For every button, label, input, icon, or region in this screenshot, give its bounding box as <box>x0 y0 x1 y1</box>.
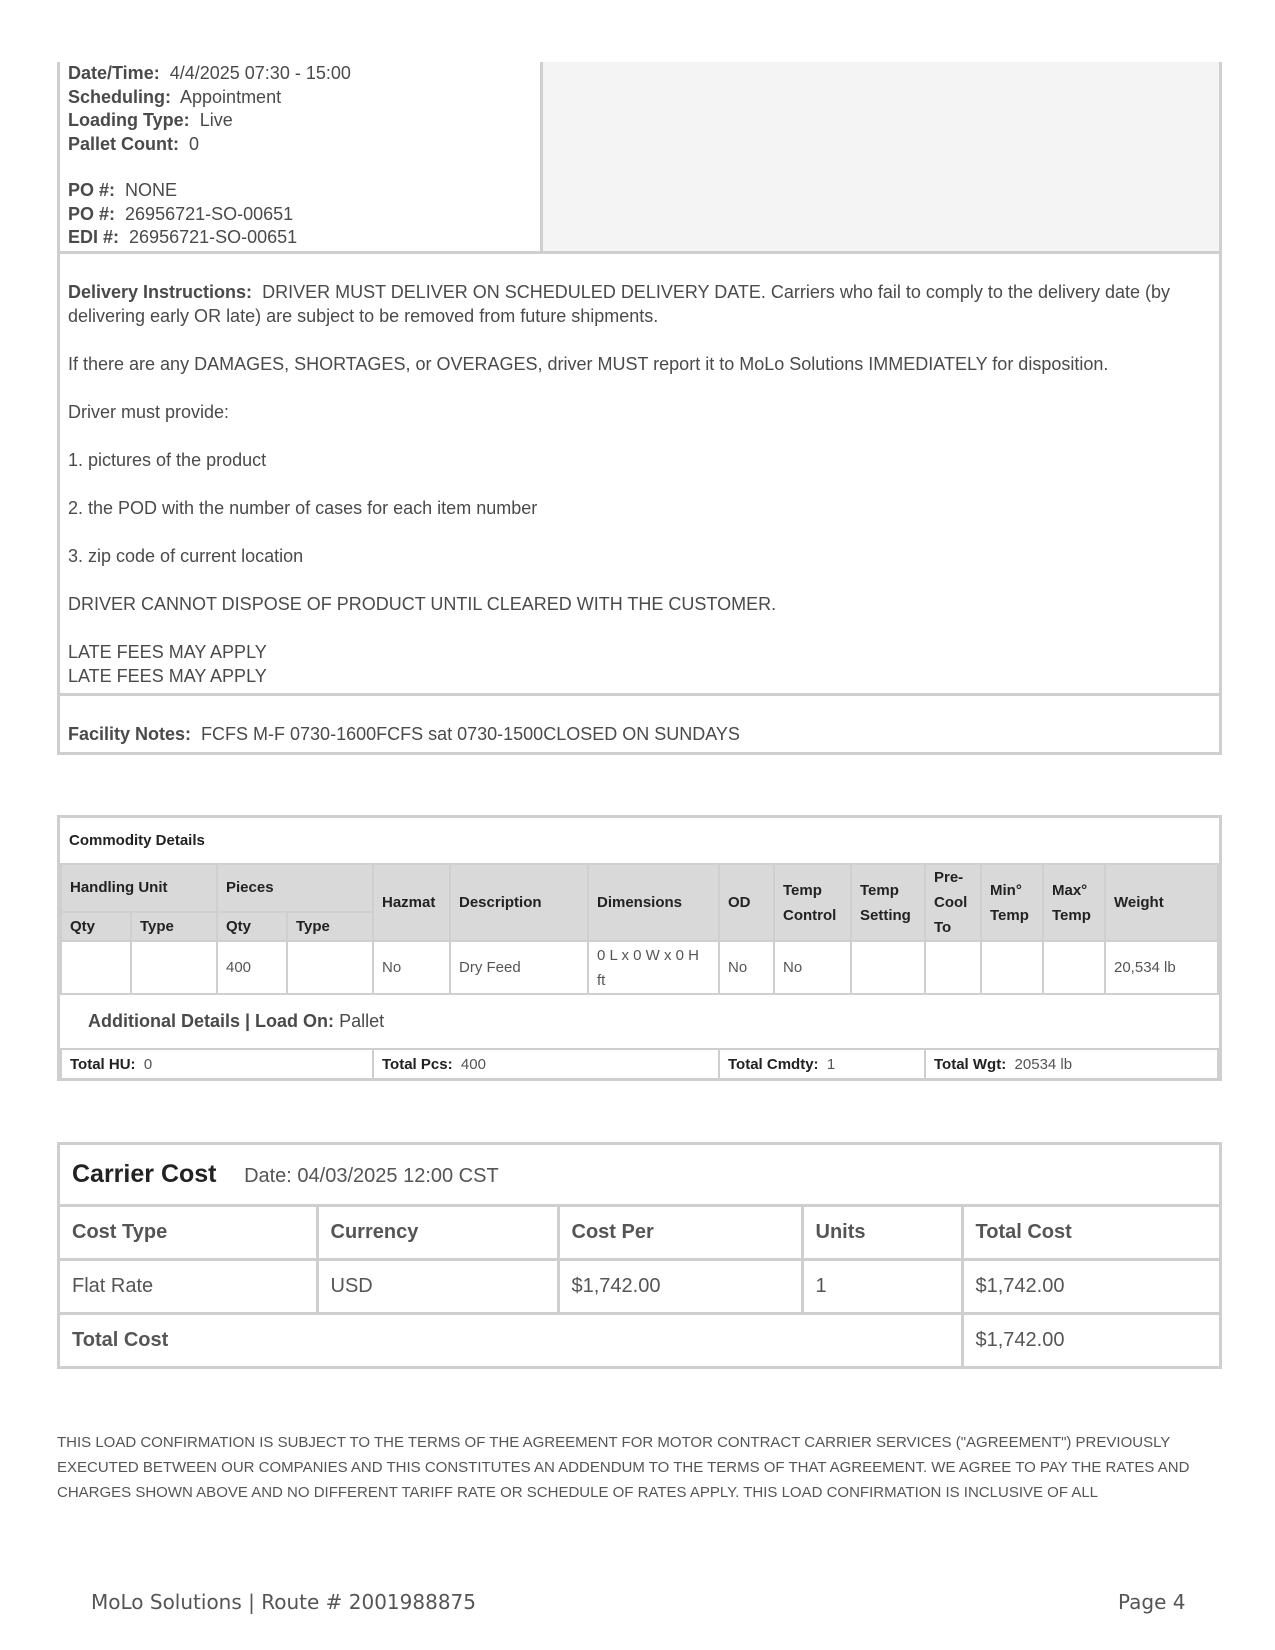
cell-hu-type <box>131 941 217 994</box>
additional-details-label: Additional Details | Load On: <box>88 1011 335 1031</box>
header-handling-unit: Handling Unit <box>61 864 217 912</box>
stop-details <box>57 62 1222 755</box>
loading-type-line: Loading Type: Live <box>68 110 233 130</box>
header-description: Description <box>450 864 588 941</box>
facility-notes-value: FCFS M-F 0730-1600FCFS sat 0730-1500CLOSED ON SUNDAYS <box>201 724 740 744</box>
facility-notes-label: Facility Notes: <box>68 724 192 744</box>
commodity-table <box>60 818 1219 1078</box>
cell-units: 1 <box>802 1259 962 1313</box>
cell-total-cost: $1,742.00 <box>962 1259 1219 1313</box>
header-weight: Weight <box>1105 864 1218 941</box>
po-value-1: NONE <box>125 180 178 200</box>
edi-line: EDI #: 26956721-SO-00651 <box>68 227 298 247</box>
header-hu-qty: Qty <box>61 912 131 941</box>
carrier-cost-title: Carrier Cost <box>72 1159 217 1188</box>
loading-type-value: Live <box>199 110 233 130</box>
delivery-instructions <box>60 254 1219 696</box>
instruction-line: LATE FEES MAY APPLY <box>68 666 267 686</box>
totals-row <box>61 1049 1218 1078</box>
instruction-line: 2. the POD with the number of cases for each item number <box>68 498 538 518</box>
carrier-cost-date: Date: 04/03/2025 12:00 CST <box>244 1164 499 1187</box>
header-pieces-qty: Qty <box>217 912 287 941</box>
header-currency: Currency <box>317 1205 558 1259</box>
total-cost-label: Total Cost <box>60 1313 962 1366</box>
footer-page-number: Page 4 <box>1118 1590 1186 1614</box>
header-temp-setting: Temp Setting <box>851 864 925 941</box>
instruction-line: DRIVER CANNOT DISPOSE OF PRODUCT UNTIL CLEARED WITH THE CUSTOMER. <box>68 594 777 614</box>
facility-notes <box>60 696 1219 752</box>
po-value-2: 26956721-SO-00651 <box>125 203 294 224</box>
table-row <box>61 941 1218 994</box>
cell-dimensions: 0 L x 0 W x 0 H ft <box>588 941 719 994</box>
cell-temp-control: No <box>774 941 851 994</box>
cell-cost-type: Flat Rate <box>60 1259 317 1313</box>
instruction-line: 1. pictures of the product <box>68 450 267 470</box>
carrier-cost <box>57 1142 1222 1369</box>
header-hu-type: Type <box>131 912 217 941</box>
cell-od: No <box>719 941 774 994</box>
commodity-details <box>57 815 1222 1081</box>
pallet-count-line: Pallet Count: 0 <box>68 133 200 154</box>
total-wgt-value: 20534 lb <box>1014 1055 1073 1073</box>
header-pieces: Pieces <box>217 864 373 912</box>
scheduling-line: Scheduling: Appointment <box>68 86 282 107</box>
header-cost-per: Cost Per <box>558 1205 802 1259</box>
cell-precool <box>925 941 981 994</box>
carrier-cost-header <box>60 1145 1219 1205</box>
terms-text: THIS LOAD CONFIRMATION IS SUBJECT TO THE TERMS OF THE AGREEMENT FOR MOTOR CONTRACT CARRIER SERVICES ("AGREEMENT") PREVIOUSLY EXECUTED BETWEEN OUR COMPANIES AND THIS CONSTITUTES AN ADDENDUM TO THE TERMS OF THAT AGREEMENT. WE AGREE TO PAY THE RATES AND CHARGES SHOWN ABOVE AND NO DIFFERENT TARIFF RATE OR SCHEDULE OF RATES APPLY. THIS LOAD CONFIRMATION IS INCLUSIVE OF ALL <box>57 1434 1190 1501</box>
cell-min-temp <box>981 941 1043 994</box>
datetime-line: Date/Time: 4/4/2025 07:30 - 15:00 <box>68 63 351 83</box>
instruction-line: If there are any DAMAGES, SHORTAGES, or OVERAGES, driver MUST report it to MoLo Solutions IMMEDIATELY for disposition. <box>68 354 1109 374</box>
total-pcs-value: 400 <box>460 1055 486 1073</box>
stop-info <box>60 62 543 251</box>
header-total-cost: Total Cost <box>962 1205 1219 1259</box>
total-wgt: Total Wgt: 20534 lb <box>925 1049 1218 1078</box>
cell-weight: 20,534 lb <box>1105 941 1218 994</box>
cell-description: Dry Feed <box>450 941 588 994</box>
cell-cost-per: $1,742.00 <box>558 1259 802 1313</box>
header-max-temp: Max° Temp <box>1043 864 1105 941</box>
carrier-cost-table <box>60 1145 1219 1366</box>
stop-info-row <box>60 62 1219 254</box>
commodity-title: Commodity Details <box>61 818 1218 864</box>
datetime-value: 4/4/2025 07:30 - 15:00 <box>169 63 351 83</box>
cell-max-temp <box>1043 941 1105 994</box>
instruction-line: Driver must provide: <box>68 402 230 422</box>
header-min-temp: Min° Temp <box>981 864 1043 941</box>
instruction-line: DRIVER MUST DELIVER ON SCHEDULED DELIVERY DATE. Carriers who fail to comply to the delivery date (by delivering early OR late) are subject to be removed from future shipments. <box>68 282 1171 326</box>
cell-pieces-type <box>287 941 373 994</box>
header-pieces-type: Type <box>287 912 373 941</box>
stop-info-blank-panel <box>543 62 1219 251</box>
header-cost-type: Cost Type <box>60 1205 317 1259</box>
table-row <box>60 1259 1219 1313</box>
header-precool: Pre-Cool To <box>925 864 981 941</box>
footer-route: MoLo Solutions | Route # 2001988875 <box>91 1590 476 1614</box>
total-cmdty-value: 1 <box>826 1055 836 1073</box>
header-units: Units <box>802 1205 962 1259</box>
total-pcs: Total Pcs: 400 <box>373 1049 719 1078</box>
header-dimensions: Dimensions <box>588 864 719 941</box>
header-od: OD <box>719 864 774 941</box>
total-hu-value: 0 <box>143 1055 153 1073</box>
cell-currency: USD <box>317 1259 558 1313</box>
instruction-line: 3. zip code of current location <box>68 546 304 566</box>
header-temp-control: Temp Control <box>774 864 851 941</box>
total-cost-value: $1,742.00 <box>962 1313 1219 1366</box>
cell-pieces-qty: 400 <box>217 941 287 994</box>
header-hazmat: Hazmat <box>373 864 450 941</box>
edi-value: 26956721-SO-00651 <box>129 227 298 247</box>
scheduling-value: Appointment <box>180 86 282 107</box>
pallet-count-value: 0 <box>189 133 200 154</box>
load-on-value: Pallet <box>339 1011 385 1031</box>
total-hu: Total HU: 0 <box>61 1049 373 1078</box>
cell-temp-setting <box>851 941 925 994</box>
po-line-1: PO #: NONE <box>68 180 178 200</box>
cell-hazmat: No <box>373 941 450 994</box>
instruction-line: LATE FEES MAY APPLY <box>68 642 267 662</box>
total-cmdty: Total Cmdty: 1 <box>719 1049 925 1078</box>
cell-hu-qty <box>61 941 131 994</box>
po-line-2: PO #: 26956721-SO-00651 <box>68 203 294 224</box>
additional-details <box>61 994 1218 1049</box>
delivery-instructions-label: Delivery Instructions: <box>68 282 253 302</box>
